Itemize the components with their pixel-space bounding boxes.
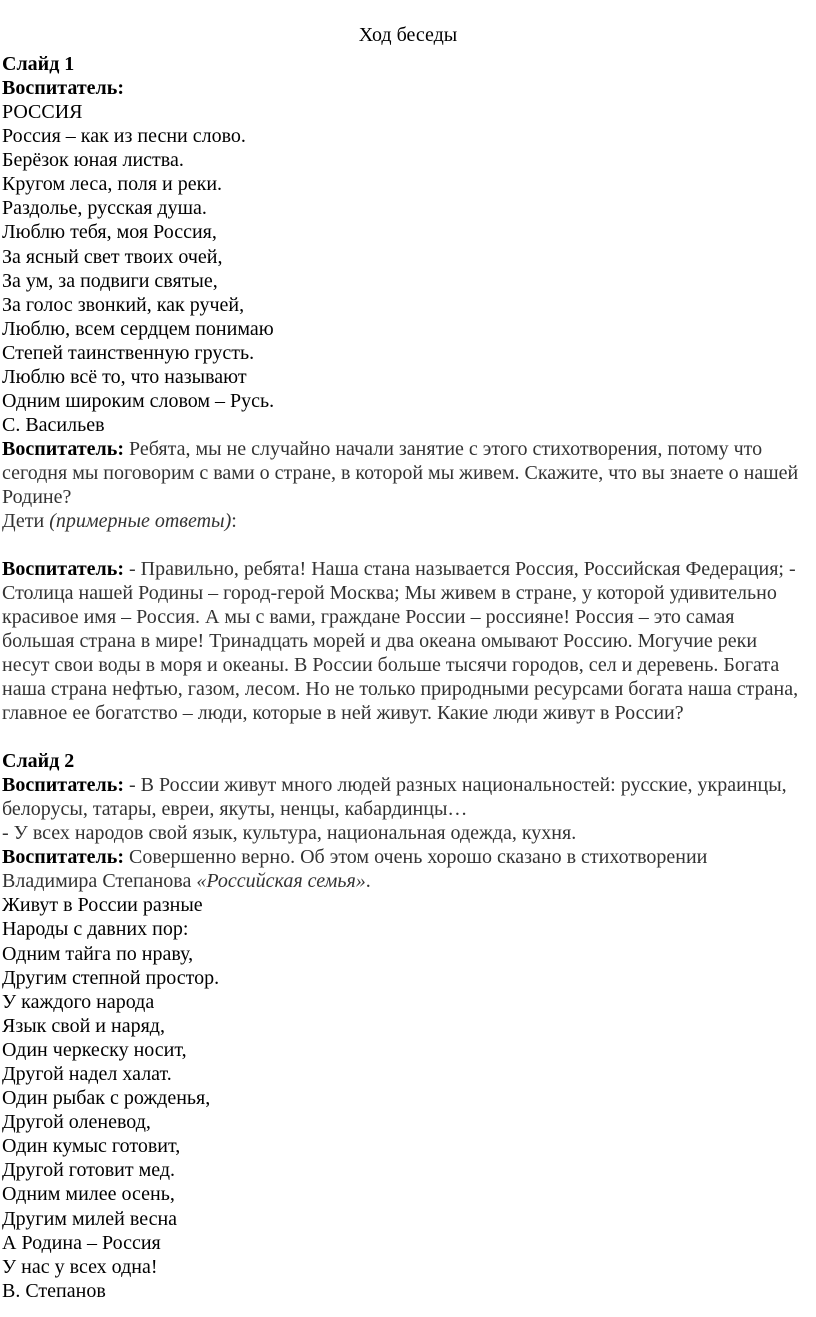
paragraph-end: . <box>365 870 371 893</box>
poem-line: Другим степной простор. <box>2 966 220 989</box>
poem-line: Другим милей весна <box>2 1207 178 1230</box>
teacher-paragraph <box>2 773 802 821</box>
children-label: Дети <box>2 510 50 533</box>
children-note: (примерные ответы) <box>49 510 232 533</box>
poem-line: Люблю тебя, моя Россия, <box>2 221 217 244</box>
speaker-label: Воспитатель: <box>2 558 124 581</box>
poem-line: Одним милее осень, <box>2 1183 175 1206</box>
slide-2-heading: Слайд 2 <box>2 750 75 773</box>
paragraph-text: - Правильно, ребята! Наша стана называется Россия, Российская Федерация; - Столица нашей Родины – город-герой Москва; Мы живем в стране, у которой удивительно красивое имя – Россия. А мы с вами, граждане России – россияне! Россия – это самая большая страна в мире! Тринадцать морей и два океана омывают Россию. Могучие реки несут свои воды в моря и океаны. В России больше тысячи городов, сел и деревень. Богата наша страна нефтью, газом, лесом. Но не только природными ресурсами богата наша страна, главное ее богатство – люди, которые в ней живут. Какие люди живут в России? <box>2 558 799 725</box>
teacher-paragraph <box>2 845 802 893</box>
poem-line: Язык свой и наряд, <box>2 1014 165 1037</box>
paragraph-text: Совершенно верно. Об этом очень хорошо сказано в стихотворении Владимира Степанова <box>2 846 708 893</box>
poem-line: Одним тайга по нраву, <box>2 942 194 965</box>
poem-line: Степей таинственную грусть. <box>2 341 255 364</box>
poem-line: Люблю, всем сердцем понимаю <box>2 317 274 340</box>
poem-line: Одним широким словом – Русь. <box>2 390 275 413</box>
teacher-paragraph <box>2 437 802 509</box>
poem-line: За ум, за подвиги святые, <box>2 269 218 292</box>
paragraph-text: Ребята, мы не случайно начали занятие с этого стихотворения, потому что сегодня мы поговорим с вами о стране, в которой мы живем. Скажите, что вы знаете о нашей Родине? <box>2 438 799 509</box>
poem-line: Другой готовит мед. <box>2 1159 176 1182</box>
slide-2-section <box>0 749 816 1303</box>
children-answers <box>2 509 802 533</box>
poem-name: «Российская семья» <box>196 870 366 893</box>
speaker-label: Воспитатель: <box>2 77 124 99</box>
poem-line: Люблю всё то, что называют <box>2 366 247 389</box>
children-colon: : <box>231 510 237 533</box>
speaker-label: Воспитатель: <box>2 438 124 461</box>
slide-1-section <box>0 52 816 725</box>
speaker-label: Воспитатель: <box>2 846 124 869</box>
poem-line: У нас у всех одна! <box>2 1255 158 1278</box>
poem-line: Другой надел халат. <box>2 1062 172 1085</box>
poem-line: Живут в России разные <box>2 894 203 917</box>
poem-line: За голос звонкий, как ручей, <box>2 293 245 316</box>
poem-line: Берёзок юная листва. <box>2 149 184 172</box>
poem-line: Раздолье, русская душа. <box>2 197 207 220</box>
poem-line: Один черкеску носит, <box>2 1038 187 1061</box>
poem-author: С. Васильев <box>2 414 105 437</box>
poem-line: Один кумыс готовит, <box>2 1135 181 1158</box>
poem-russia <box>2 124 802 413</box>
slide-1-heading: Слайд 1 <box>2 53 75 75</box>
poem-russian-family <box>2 893 802 1279</box>
poem-line: Кругом леса, поля и реки. <box>2 173 223 196</box>
document-title: Ход беседы <box>358 24 458 46</box>
poem-line: А Родина – Россия <box>2 1231 161 1254</box>
poem-line: У каждого народа <box>2 990 155 1013</box>
poem-line: Народы с давних пор: <box>2 918 189 941</box>
blank-line <box>0 725 816 749</box>
poem-line: За ясный свет твоих очей, <box>2 245 223 268</box>
teacher-paragraph <box>2 557 802 725</box>
paragraph-line: - У всех народов свой язык, культура, национальная одежда, кухня. <box>2 822 577 845</box>
poem-title: РОССИЯ <box>2 101 83 123</box>
poem-line: Россия – как из песни слово. <box>2 125 246 148</box>
blank-line <box>2 533 802 557</box>
paragraph-text: - В России живут много людей разных национальностей: русские, украинцы, белорусы, татары, евреи, якуты, ненцы, кабардинцы… <box>2 774 787 821</box>
poem-line: Другой оленевод, <box>2 1111 151 1134</box>
speaker-label: Воспитатель: <box>2 774 124 797</box>
poem-author: В. Степанов <box>2 1279 106 1302</box>
poem-line: Один рыбак с рожденья, <box>2 1087 211 1110</box>
